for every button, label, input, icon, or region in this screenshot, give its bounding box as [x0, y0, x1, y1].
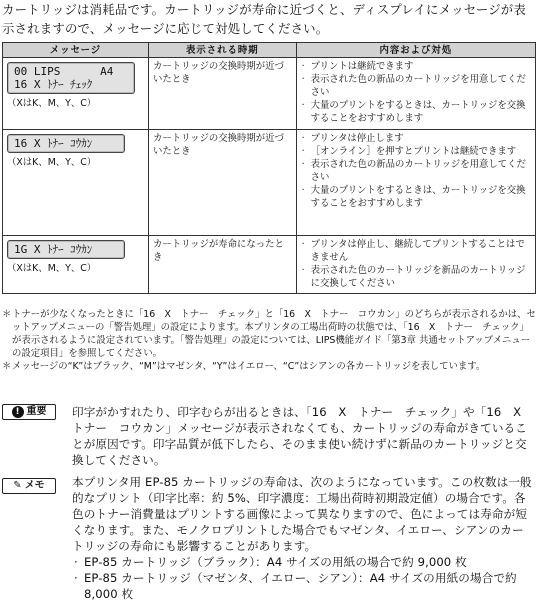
action-item: · 大量のプリントをするときは、カートリッジを交換することをおすすめします — [301, 184, 531, 210]
footnote — [2, 308, 536, 360]
timing-cell: カートリッジが寿命になったとき — [148, 236, 296, 294]
important-label — [2, 404, 56, 420]
action-item: · 表示された色のカートリッジを新品のカートリッジに交換してください — [301, 264, 531, 290]
action-cell — [296, 58, 535, 130]
variant-note: （XはK、M、Y、C） — [7, 98, 97, 109]
lcd-display: 00 LIPS A4 16 X ﾄﾅｰ ﾁｪｯｸ — [7, 62, 135, 94]
footnote-mark: ＊ — [2, 309, 12, 320]
table-row — [3, 236, 536, 294]
important-label-text: 重要 — [26, 406, 47, 417]
memo-text: 本プリンタ用 EP-85 カートリッジの寿命は、次のようになっています。この枚数は一般的なプリント（印字比率：約 5%、印字濃度：工場出荷時初期設定値）の場合です。各色のトナー消費量はプリントする画像によって異なりますので、色によっては寿命が短くなります。また、モノクロプリントした場合でもマゼンタ、イエロー、シアンのカートリッジの寿命にも影響することがあります。 — [72, 475, 532, 553]
memo-label — [2, 478, 56, 494]
table-header-row — [3, 43, 536, 58]
memo-item: · EP-85 カートリッジ（ブラック）：A4 サイズの用紙の場合で約 9,000 枚 — [72, 554, 534, 570]
action-cell — [296, 130, 535, 236]
important-icon: ! — [12, 406, 24, 418]
pencil-icon: ✎ — [13, 480, 22, 491]
timing-cell: カートリッジの交換時期が近づいたとき — [148, 58, 296, 130]
action-item: · ［オンライン］を押すとプリントは継続できます — [301, 145, 531, 158]
variant-note: （XはK、M、Y、C） — [7, 157, 97, 168]
lcd-display: 16 X ﾄﾅｰ ｺｳｶﾝ — [7, 134, 125, 153]
action-cell — [296, 236, 535, 294]
action-item: · プリンタは停止し、継続してプリントすることはできません — [301, 238, 531, 264]
intro-paragraph: カートリッジは消耗品です。カートリッジが寿命に近づくと、ディスプレイにメッセージが表示されますので、メッセージに応じて対処してください。 — [2, 2, 526, 36]
footnote-text: メッセージの“K”はブラック、“M”はマゼンタ、“Y”はイエロー、“C”はシアンの各カートリッジを表しています。 — [12, 361, 486, 372]
header-action: 内容および対処 — [296, 43, 535, 58]
action-item: · プリンタは停止します — [301, 132, 531, 145]
lcd-display: 1G X ﾄﾅｰ ｺｳｶﾝ — [7, 240, 125, 259]
memo-item: · EP-85 カートリッジ（マゼンタ、イエロー、シアン）：A4 サイズの用紙の場合で約 8,000 枚 — [72, 570, 534, 602]
table-row — [3, 130, 536, 236]
variant-note: （XはK、M、Y、C） — [7, 263, 97, 274]
timing-cell: カートリッジの交換時期が近づいたとき — [148, 130, 296, 236]
action-item: · 表示された色の新品のカートリッジを用意してください — [301, 73, 531, 99]
header-timing: 表示される時期 — [148, 43, 296, 58]
footnote-text: トナーが少なくなったときに「16 X トナー チェック」と「16 X トナー コウカン」のどちらが表示されるかは、セットアップメニューの「警告処理」の設定によります。本プリンタの工場出荷時の状態では、「16 X トナー チェック」が表示されるように設定されています。「警告処理」の設定については、LIPS機能ガイド「第3章 共通セットアップメニューの設定項目」を参照してください。 — [12, 309, 536, 359]
message-cell — [3, 58, 149, 130]
action-item: · 表示された色の新品のカートリッジを用意してください — [301, 158, 531, 184]
memo-label-text: メモ — [24, 480, 45, 491]
message-table — [2, 42, 536, 294]
table-row — [3, 58, 536, 130]
message-cell — [3, 236, 149, 294]
footnote-mark: ＊ — [2, 361, 12, 372]
footnote — [2, 360, 536, 373]
message-cell — [3, 130, 149, 236]
header-message: メッセージ — [3, 43, 149, 58]
action-item: · プリントは継続できます — [301, 60, 531, 73]
important-text: 印字がかすれたり、印字むらが出るときは、「16 X トナー チェック」や「16 X トナー コウカン」メッセージが表示されなくても、カートリッジの寿命がきていることが原因です。印字品質が低下したら、そのまま使い続けずに新品のカートリッジと交換してください。 — [72, 405, 533, 467]
action-item: · 大量のプリントをするときは、カートリッジを交換することをおすすめします — [301, 99, 531, 125]
memo-body — [72, 474, 534, 602]
